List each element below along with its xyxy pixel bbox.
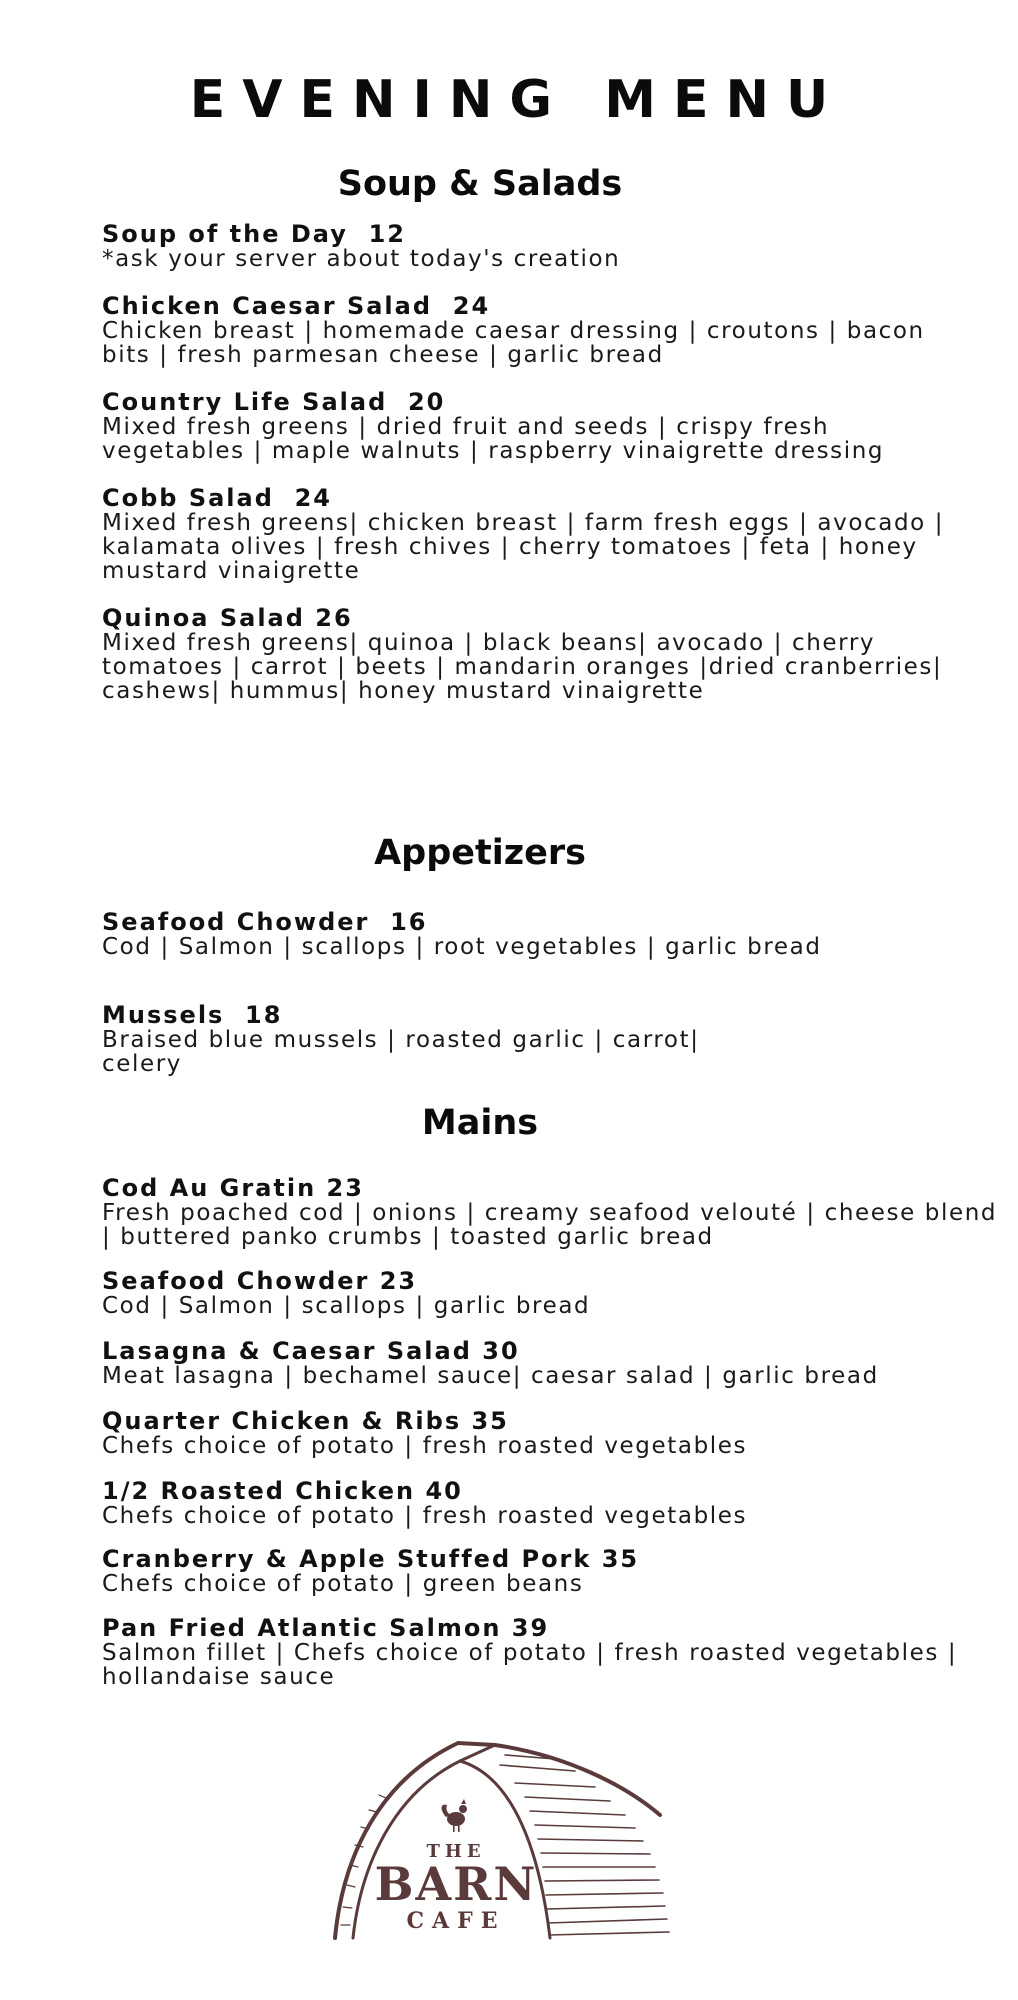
menu-item-roasted-chicken (102, 1478, 1002, 1528)
section-title-mains: Mains (421, 1103, 539, 1143)
menu-item-name: Cranberry & Apple Stuffed Pork 35 (102, 1545, 640, 1573)
menu-item-name: Cod Au Gratin 23 (102, 1174, 364, 1202)
menu-item-name: 1/2 Roasted Chicken 40 (102, 1477, 463, 1505)
menu-item-quinoa-salad (102, 605, 982, 703)
menu-item-description: Chefs choice of potato | fresh roasted vegetables (102, 1433, 748, 1459)
menu-item-description: Mixed fresh greens| quinoa | black beans| avocado | cherry tomatoes | carrot | beets | mandarin oranges |dried cranberries| cashews| hummus| honey mustard vinaigrette (102, 630, 943, 704)
menu-item-description: Chefs choice of potato | green beans (102, 1571, 584, 1597)
menu-item-description: Fresh poached cod | onions | creamy seafood velouté | cheese blend | buttered panko crumbs | toasted garlic bread (102, 1200, 998, 1250)
section-title-soups: Soup & Salads (337, 164, 623, 204)
menu-item-stuffed-pork (102, 1546, 1002, 1596)
menu-item-cod-au-gratin (102, 1175, 1002, 1249)
logo-text-barn: BARN (374, 1857, 538, 1911)
menu-item-mussels (102, 1002, 742, 1076)
menu-item-seafood-chowder-main (102, 1268, 1002, 1318)
menu-item-name: Pan Fried Atlantic Salmon 39 (102, 1614, 550, 1642)
barn-cafe-logo (325, 1735, 705, 1945)
menu-item-cobb-salad (102, 485, 962, 583)
menu-item-name: Chicken Caesar Salad 24 (102, 292, 491, 320)
menu-item-name: Mussels 18 (102, 1001, 283, 1029)
menu-item-name: Seafood Chowder 23 (102, 1267, 418, 1295)
section-title-appetizers: Appetizers (374, 833, 586, 873)
menu-item-name: Lasagna & Caesar Salad 30 (102, 1337, 520, 1365)
menu-item-name: Quarter Chicken & Ribs 35 (102, 1407, 509, 1435)
menu-item-description: Cod | Salmon | scallops | root vegetables | garlic bread (102, 934, 822, 960)
menu-item-description: Mixed fresh greens | dried fruit and seeds | crispy fresh vegetables | maple walnuts | raspberry vinaigrette dressing (102, 414, 885, 464)
menu-item-quarter-chicken-ribs (102, 1408, 1002, 1458)
menu-item-chicken-caesar-salad (102, 293, 962, 367)
menu-item-description: Mixed fresh greens| chicken breast | farm fresh eggs | avocado | kalamata olives | fresh chives | cherry tomatoes | feta | honey mustard vinaigrette (102, 510, 945, 584)
menu-item-name: Country Life Salad 20 (102, 388, 446, 416)
menu-item-country-life-salad (102, 389, 932, 463)
menu-item-description: Cod | Salmon | scallops | garlic bread (102, 1293, 591, 1319)
logo-text-cafe: CAFE (406, 1908, 506, 1934)
menu-item-soup-of-the-day (102, 221, 922, 271)
menu-item-atlantic-salmon (102, 1615, 1014, 1689)
logo-text-the: THE (426, 1841, 486, 1862)
menu-item-description: Braised blue mussels | roasted garlic | carrot| celery (102, 1027, 700, 1077)
menu-item-name: Seafood Chowder 16 (102, 908, 428, 936)
menu-item-description: *ask your server about today's creation (102, 246, 621, 272)
barn-rooster-logo-icon (325, 1735, 705, 1945)
menu-item-description: Salmon fillet | Chefs choice of potato | fresh roasted vegetables | hollandaise sauce (102, 1640, 958, 1690)
menu-item-lasagna-caesar-salad (102, 1338, 1002, 1388)
menu-item-description: Meat lasagna | bechamel sauce| caesar salad | garlic bread (102, 1363, 879, 1389)
menu-item-name: Soup of the Day 12 (102, 220, 407, 248)
menu-item-name: Quinoa Salad 26 (102, 604, 353, 632)
menu-item-seafood-chowder-appetizer (102, 909, 822, 959)
menu-item-description: Chicken breast | homemade caesar dressing | croutons | bacon bits | fresh parmesan cheese | garlic bread (102, 318, 925, 368)
menu-title: EVENING MENU (189, 70, 846, 130)
menu-item-name: Cobb Salad 24 (102, 484, 333, 512)
menu-item-description: Chefs choice of potato | fresh roasted vegetables (102, 1503, 748, 1529)
